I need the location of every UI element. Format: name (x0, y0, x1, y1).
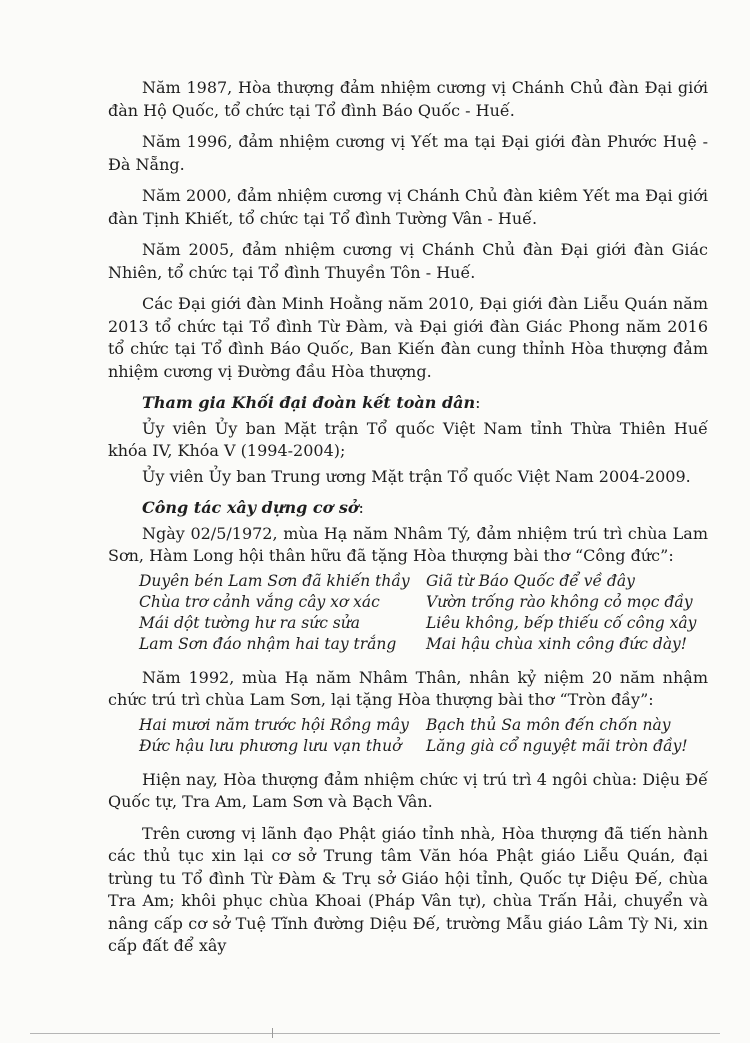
paragraph-2000: Năm 2000, đảm nhiệm cương vị Chánh Chủ đàn kiêm Yết ma Đại giới đàn Tịnh Khiết, tổ chức tại Tổ đình Tường Vân - Huế. (108, 186, 708, 228)
poem-line: Liêu không, bếp thiếu cố công xây (426, 613, 697, 632)
paragraph-1987: Năm 1987, Hòa thượng đảm nhiệm cương vị Chánh Chủ đàn Đại giới đàn Hộ Quốc, tổ chức tại Tổ đình Báo Quốc - Huế. (108, 78, 708, 120)
poem-tron-day (139, 715, 708, 757)
page-body (108, 77, 708, 967)
paragraph-1996: Năm 1996, đảm nhiệm cương vị Yết ma tại Đại giới đàn Phước Huệ - Đà Nẵng. (108, 132, 708, 174)
section-heading-building: Công tác xây dựng cơ sở: (142, 498, 364, 517)
poem-line: Mai hậu chùa xinh công đức dày! (426, 634, 688, 653)
paragraph-1972-intro: Ngày 02/5/1972, mùa Hạ năm Nhâm Tý, đảm nhiệm trú trì chùa Lam Sơn, Hàm Long hội thân hữu đã tặng Hòa thượng bài thơ “Công đức”: (108, 523, 708, 565)
poem-line: Lăng già cổ nguyệt mãi tròn đầy! (426, 736, 688, 755)
paragraph-ordination-councils: Các Đại giới đàn Minh Hoằng năm 2010, Đại giới đàn Liễu Quán năm 2013 tổ chức tại Tổ đình Từ Đàm, và Đại giới đàn Giác Phong năm 2016 tổ chức tại Tổ đình Báo Quốc, Ban Kiến đàn cung thỉnh Hòa thượng đảm nhiệm cương vị Đường đầu Hòa thượng. (108, 294, 708, 381)
paragraph-1992-intro: Năm 1992, mùa Hạ năm Nhâm Thân, nhân kỷ niệm 20 năm nhậm chức trú trì chùa Lam Sơn, lại tặng Hòa thượng bài thơ “Tròn đầy”: (108, 667, 708, 709)
paragraph-leadership: Trên cương vị lãnh đạo Phật giáo tỉnh nhà, Hòa thượng đã tiến hành các thủ tục xin lại cơ sở Trung tâm Văn hóa Phật giáo Liễu Quán, đại trùng tu Tổ đình Từ Đàm & Trụ sở Giáo hội tỉnh, Quốc tự Diệu Đế, chùa Tra Am; khôi phục chùa Khoai (Pháp Vân tự), chùa Trấn Hải, chuyển và nâng cấp cơ sở Tuệ Tĩnh đường Diệu Đế, trường Mẫu giáo Lâm Tỳ Ni, xin cấp đất để xây (108, 823, 708, 955)
paragraph-2005: Năm 2005, đảm nhiệm cương vị Chánh Chủ đàn Đại giới đàn Giác Nhiên, tổ chức tại Tổ đình Thuyền Tôn - Huế. (108, 240, 708, 282)
poem-line: Đức hậu lưu phương lưu vạn thuở (139, 736, 402, 755)
unity-line-1: Ủy viên Ủy ban Mặt trận Tổ quốc Việt Nam tỉnh Thừa Thiên Huế khóa IV, Khóa V (1994-2004); (108, 418, 708, 460)
section-heading-unity: Tham gia Khối đại đoàn kết toàn dân: (142, 393, 481, 412)
poem-line: Lam Sơn đáo nhậm hai tay trắng (139, 634, 397, 653)
poem-line: Mái dột tường hư ra sức sửa (139, 613, 360, 632)
poem-line: Chùa trơ cảnh vắng cây xơ xác (139, 592, 380, 611)
poem-line: Giã từ Báo Quốc để về đây (426, 571, 635, 590)
poem-cong-duc (139, 571, 708, 655)
poem-line: Hai mươi năm trước hội Rồng mây (139, 715, 409, 734)
poem-line: Bạch thủ Sa môn đến chốn này (426, 715, 671, 734)
paragraph-current-abbot: Hiện nay, Hòa thượng đảm nhiệm chức vị trú trì 4 ngôi chùa: Diệu Đế Quốc tự, Tra Am, Lam Sơn và Bạch Vân. (108, 769, 708, 811)
poem-line: Vườn trống rào không cỏ mọc đầy (426, 592, 693, 611)
poem-line: Duyên bén Lam Sơn đã khiến thầy (139, 571, 410, 590)
unity-line-2: Ủy viên Ủy ban Trung ương Mặt trận Tổ quốc Việt Nam 2004-2009. (142, 466, 691, 486)
page-bottom-rule (30, 1033, 720, 1034)
page-bottom-tick (272, 1028, 273, 1038)
